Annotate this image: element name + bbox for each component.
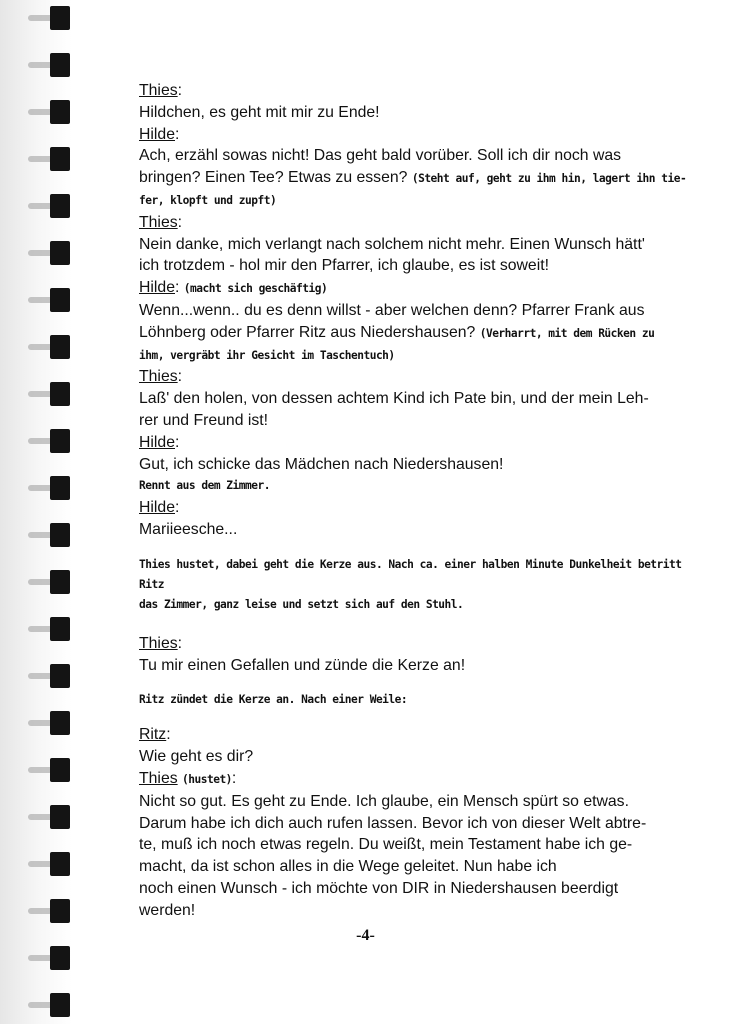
speaker-name: Hilde <box>139 499 175 517</box>
binding-ring <box>50 993 70 1017</box>
speaker-name: Thies <box>139 769 178 787</box>
dialogue-line: Wenn...wenn.. du es denn willst - aber welchen denn? Pfarrer Frank aus <box>139 301 645 319</box>
dialogue-line: macht, da ist schon alles in die Wege geleitet. Nun habe ich <box>139 858 557 876</box>
speaker-name: Thies <box>139 634 178 652</box>
speaker-name: Ritz <box>139 726 167 744</box>
dialogue-line: Mariieesche... <box>139 520 238 538</box>
dialogue-line: werden! <box>139 901 196 919</box>
dialogue-line: Löhnberg oder Pfarrer Ritz aus Niedershausen? <box>139 323 476 341</box>
binding-ring <box>50 711 70 735</box>
dialogue-block: Hilde: Ach, erzähl sowas nicht! Das geht bald vorüber. Soll ich dir noch was bringen? Einen Tee? Etwas zu essen? (Steht auf, geht zu ihm hin, lagert ihn tie- fer, klopft und zupft) <box>139 124 687 212</box>
dialogue-line: Nein danke, mich verlangt nach solchem nicht mehr. Einen Wunsch hätt' <box>139 235 645 253</box>
dialogue-line: bringen? Einen Tee? Etwas zu essen? <box>139 169 408 187</box>
speaker-name: Thies <box>139 82 178 99</box>
speaker-direction: (hustet) <box>182 772 232 786</box>
dialogue-line: Gut, ich schicke das Mädchen nach Niedershausen! <box>139 455 504 473</box>
binding-ring <box>50 805 70 829</box>
stage-direction: Ritz zündet die Kerze an. Nach einer Weile: <box>139 693 408 707</box>
binding-ring <box>50 100 70 124</box>
binding-ring <box>50 946 70 970</box>
speaker-name: Hilde <box>139 279 175 297</box>
dialogue-line: te, muß ich noch etwas regeln. Du weißt, mein Testament habe ich ge- <box>139 836 633 854</box>
binding-spine <box>0 0 72 1024</box>
dialogue-block: Thies: Laß' den holen, von dessen achtem Kind ich Pate bin, und der mein Leh- rer und Freund ist! <box>139 366 687 431</box>
binding-ring <box>50 899 70 923</box>
stage-direction: Rennt aus dem Zimmer. <box>139 479 270 493</box>
binding-ring <box>50 288 70 312</box>
binding-ring <box>50 664 70 688</box>
binding-ring <box>50 758 70 782</box>
stage-direction-block <box>139 555 687 615</box>
binding-ring <box>50 523 70 547</box>
dialogue-block: Thies: Hildchen, es geht mit mir zu Ende! <box>139 80 687 124</box>
speaker-name: Thies <box>139 213 178 231</box>
binding-ring <box>50 147 70 171</box>
dialogue-line: ich trotzdem - hol mir den Pfarrer, ich glaube, es ist soweit! <box>139 257 550 275</box>
binding-ring <box>50 6 70 30</box>
binding-ring <box>50 852 70 876</box>
dialogue-line: Nicht so gut. Es geht zu Ende. Ich glaube, ein Mensch spürt so etwas. <box>139 792 629 810</box>
dialogue-line: Darum habe ich dich auch rufen lassen. Bevor ich von dieser Welt abtre- <box>139 814 647 832</box>
speaker-direction: (macht sich geschäftig) <box>183 282 328 296</box>
dialogue-line: rer und Freund ist! <box>139 411 269 429</box>
dialogue-block: Hilde: Gut, ich schicke das Mädchen nach Niedershausen! Rennt aus dem Zimmer. <box>139 432 687 497</box>
binding-ring <box>50 335 70 359</box>
dialogue-line: Laß' den holen, von dessen achtem Kind ich Pate bin, und der mein Leh- <box>139 390 649 408</box>
dialogue-block: Thies: Tu mir einen Gefallen und zünde die Kerze an! <box>139 633 687 677</box>
stage-direction: ihm, vergräbt ihr Gesicht im Taschentuch) <box>139 348 395 362</box>
binding-ring <box>50 241 70 265</box>
stage-direction: fer, klopft und zupft) <box>139 193 277 207</box>
dialogue-line: noch einen Wunsch - ich möchte von DIR in Niedershausen beerdigt <box>139 879 619 897</box>
dialogue-line: Hildchen, es geht mit mir zu Ende! <box>139 103 380 121</box>
binding-ring <box>50 429 70 453</box>
dialogue-block: Hilde: Mariieesche... <box>139 497 687 541</box>
page-number: -4- <box>356 927 375 944</box>
dialogue-block: Hilde: (macht sich geschäftig) Wenn...wenn.. du es denn willst - aber welchen denn? Pfarrer Frank aus Löhnberg oder Pfarrer Ritz aus Niedershausen? (Verharrt, mit dem Rücken zu ihm, vergräbt ihr Gesicht im Taschentuch) <box>139 277 687 366</box>
stage-direction: das Zimmer, ganz leise und setzt sich auf den Stuhl. <box>139 597 464 611</box>
speaker-name: Hilde <box>139 433 175 451</box>
stage-direction: Thies hustet, dabei geht die Kerze aus. Nach ca. einer halben Minute Dunkelheit betritt Ritz <box>139 557 682 591</box>
dialogue-line: Ach, erzähl sowas nicht! Das geht bald vorüber. Soll ich dir noch was <box>139 147 622 165</box>
stage-direction: (Verharrt, mit dem Rücken zu <box>479 326 655 340</box>
binding-ring <box>50 382 70 406</box>
binding-ring <box>50 194 70 218</box>
stage-direction: (Steht auf, geht zu ihm hin, lagert ihn tie- <box>411 172 687 186</box>
speaker-name: Hilde <box>139 125 175 143</box>
binding-ring <box>50 476 70 500</box>
speaker-name: Thies <box>139 368 178 386</box>
dialogue-block: Thies: Nein danke, mich verlangt nach solchem nicht mehr. Einen Wunsch hätt' ich trotzdem - hol mir den Pfarrer, ich glaube, es ist soweit! <box>139 212 687 277</box>
binding-ring <box>50 617 70 641</box>
binding-ring <box>50 53 70 77</box>
dialogue-block: Ritz: Wie geht es dir? <box>139 724 687 768</box>
dialogue-line: Wie geht es dir? <box>139 748 254 766</box>
stage-direction-block <box>139 690 687 710</box>
dialogue-block: Thies (hustet): Nicht so gut. Es geht zu Ende. Ich glaube, ein Mensch spürt so etwas. Darum habe ich dich auch rufen lassen. Bevor ich von dieser Welt abtre- te, muß ich noch etwas regeln. Du weißt, mein Testament habe ich ge- macht, da ist schon alles in die Wege geleitet. Nun habe ich noch einen Wunsch - ich möchte von DIR in Niedershausen beerdigt werden! <box>139 768 687 922</box>
dialogue-line: Tu mir einen Gefallen und zünde die Kerze an! <box>139 656 466 674</box>
script-page <box>139 80 687 922</box>
binding-ring <box>50 570 70 594</box>
